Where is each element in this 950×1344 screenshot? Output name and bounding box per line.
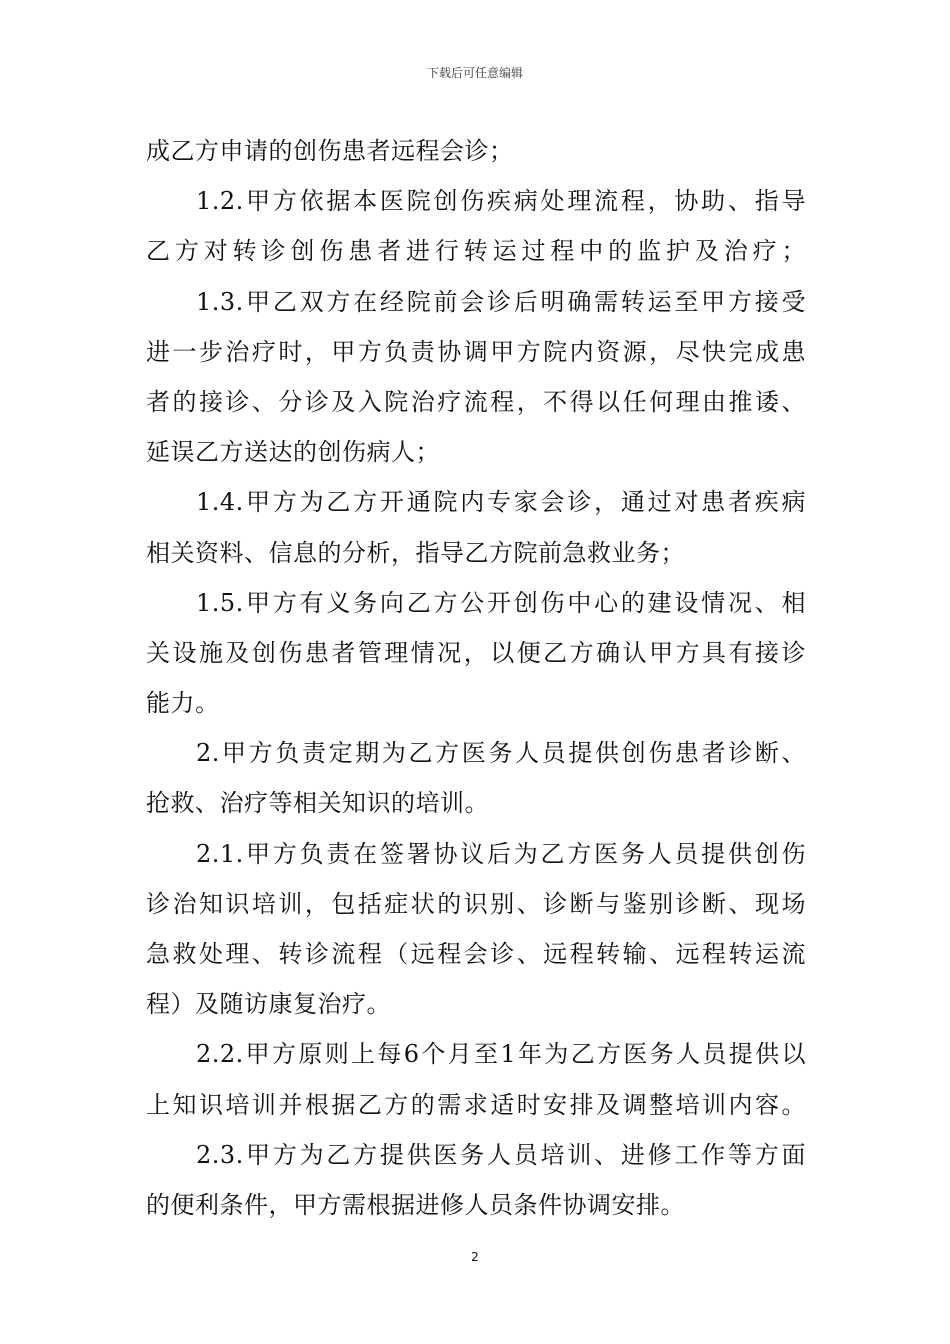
text-line: 能力。	[146, 689, 220, 718]
text-line: 成乙方申请的创伤患者远程会诊；	[146, 137, 514, 165]
document-body	[146, 126, 806, 1230]
text-line: 程）及随访康复治疗。	[146, 990, 391, 1019]
text-line: 1.4.甲方为乙方开通院内专家会诊，通过对患者疾病	[196, 488, 806, 517]
text-line: 者的接诊、分诊及入院治疗流程，不得以任何理由推诿、	[146, 387, 806, 416]
text-line: 1.3.甲乙双方在经院前会诊后明确需转运至甲方接受	[196, 287, 806, 316]
text-line: 的便利条件，甲方需根据进修人员条件协调安排。	[146, 1190, 685, 1219]
text-line: 延误乙方送达的创伤病人；	[146, 438, 440, 467]
text-line: 相关资料、信息的分析，指导乙方院前急救业务；	[146, 538, 685, 567]
text-line: 抢救、治疗等相关知识的培训。	[146, 789, 489, 818]
text-line: 诊治知识培训，包括症状的识别、诊断与鉴别诊断、现场	[146, 889, 806, 918]
text-line: 乙方对转诊创伤患者进行转运过程中的监护及治疗；	[146, 237, 806, 266]
text-line: 1.2.甲方依据本医院创伤疾病处理流程，协助、指导	[196, 187, 806, 216]
text-line: 急救处理、转诊流程（远程会诊、远程转输、远程转运流	[146, 940, 806, 968]
page-number: 2	[471, 1250, 479, 1264]
text-line: 2.2.甲方原则上每6个月至1年为乙方医务人员提供以	[196, 1040, 806, 1069]
text-line: 2.1.甲方负责在签署协议后为乙方医务人员提供创伤	[196, 839, 806, 868]
text-line: 2.3.甲方为乙方提供医务人员培训、进修工作等方面	[196, 1140, 806, 1169]
text-line: 关设施及创伤患者管理情况，以便乙方确认甲方具有接诊	[146, 638, 806, 667]
text-line: 上知识培训并根据乙方的需求适时安排及调整培训内容。	[146, 1090, 806, 1119]
page-header: 下载后可任意编辑	[426, 66, 523, 80]
text-line: 2.甲方负责定期为乙方医务人员提供创伤患者诊断、	[196, 739, 806, 768]
text-line: 1.5.甲方有义务向乙方公开创伤中心的建设情况、相	[196, 588, 806, 617]
text-line: 进一步治疗时，甲方负责协调甲方院内资源，尽快完成患	[146, 337, 806, 366]
